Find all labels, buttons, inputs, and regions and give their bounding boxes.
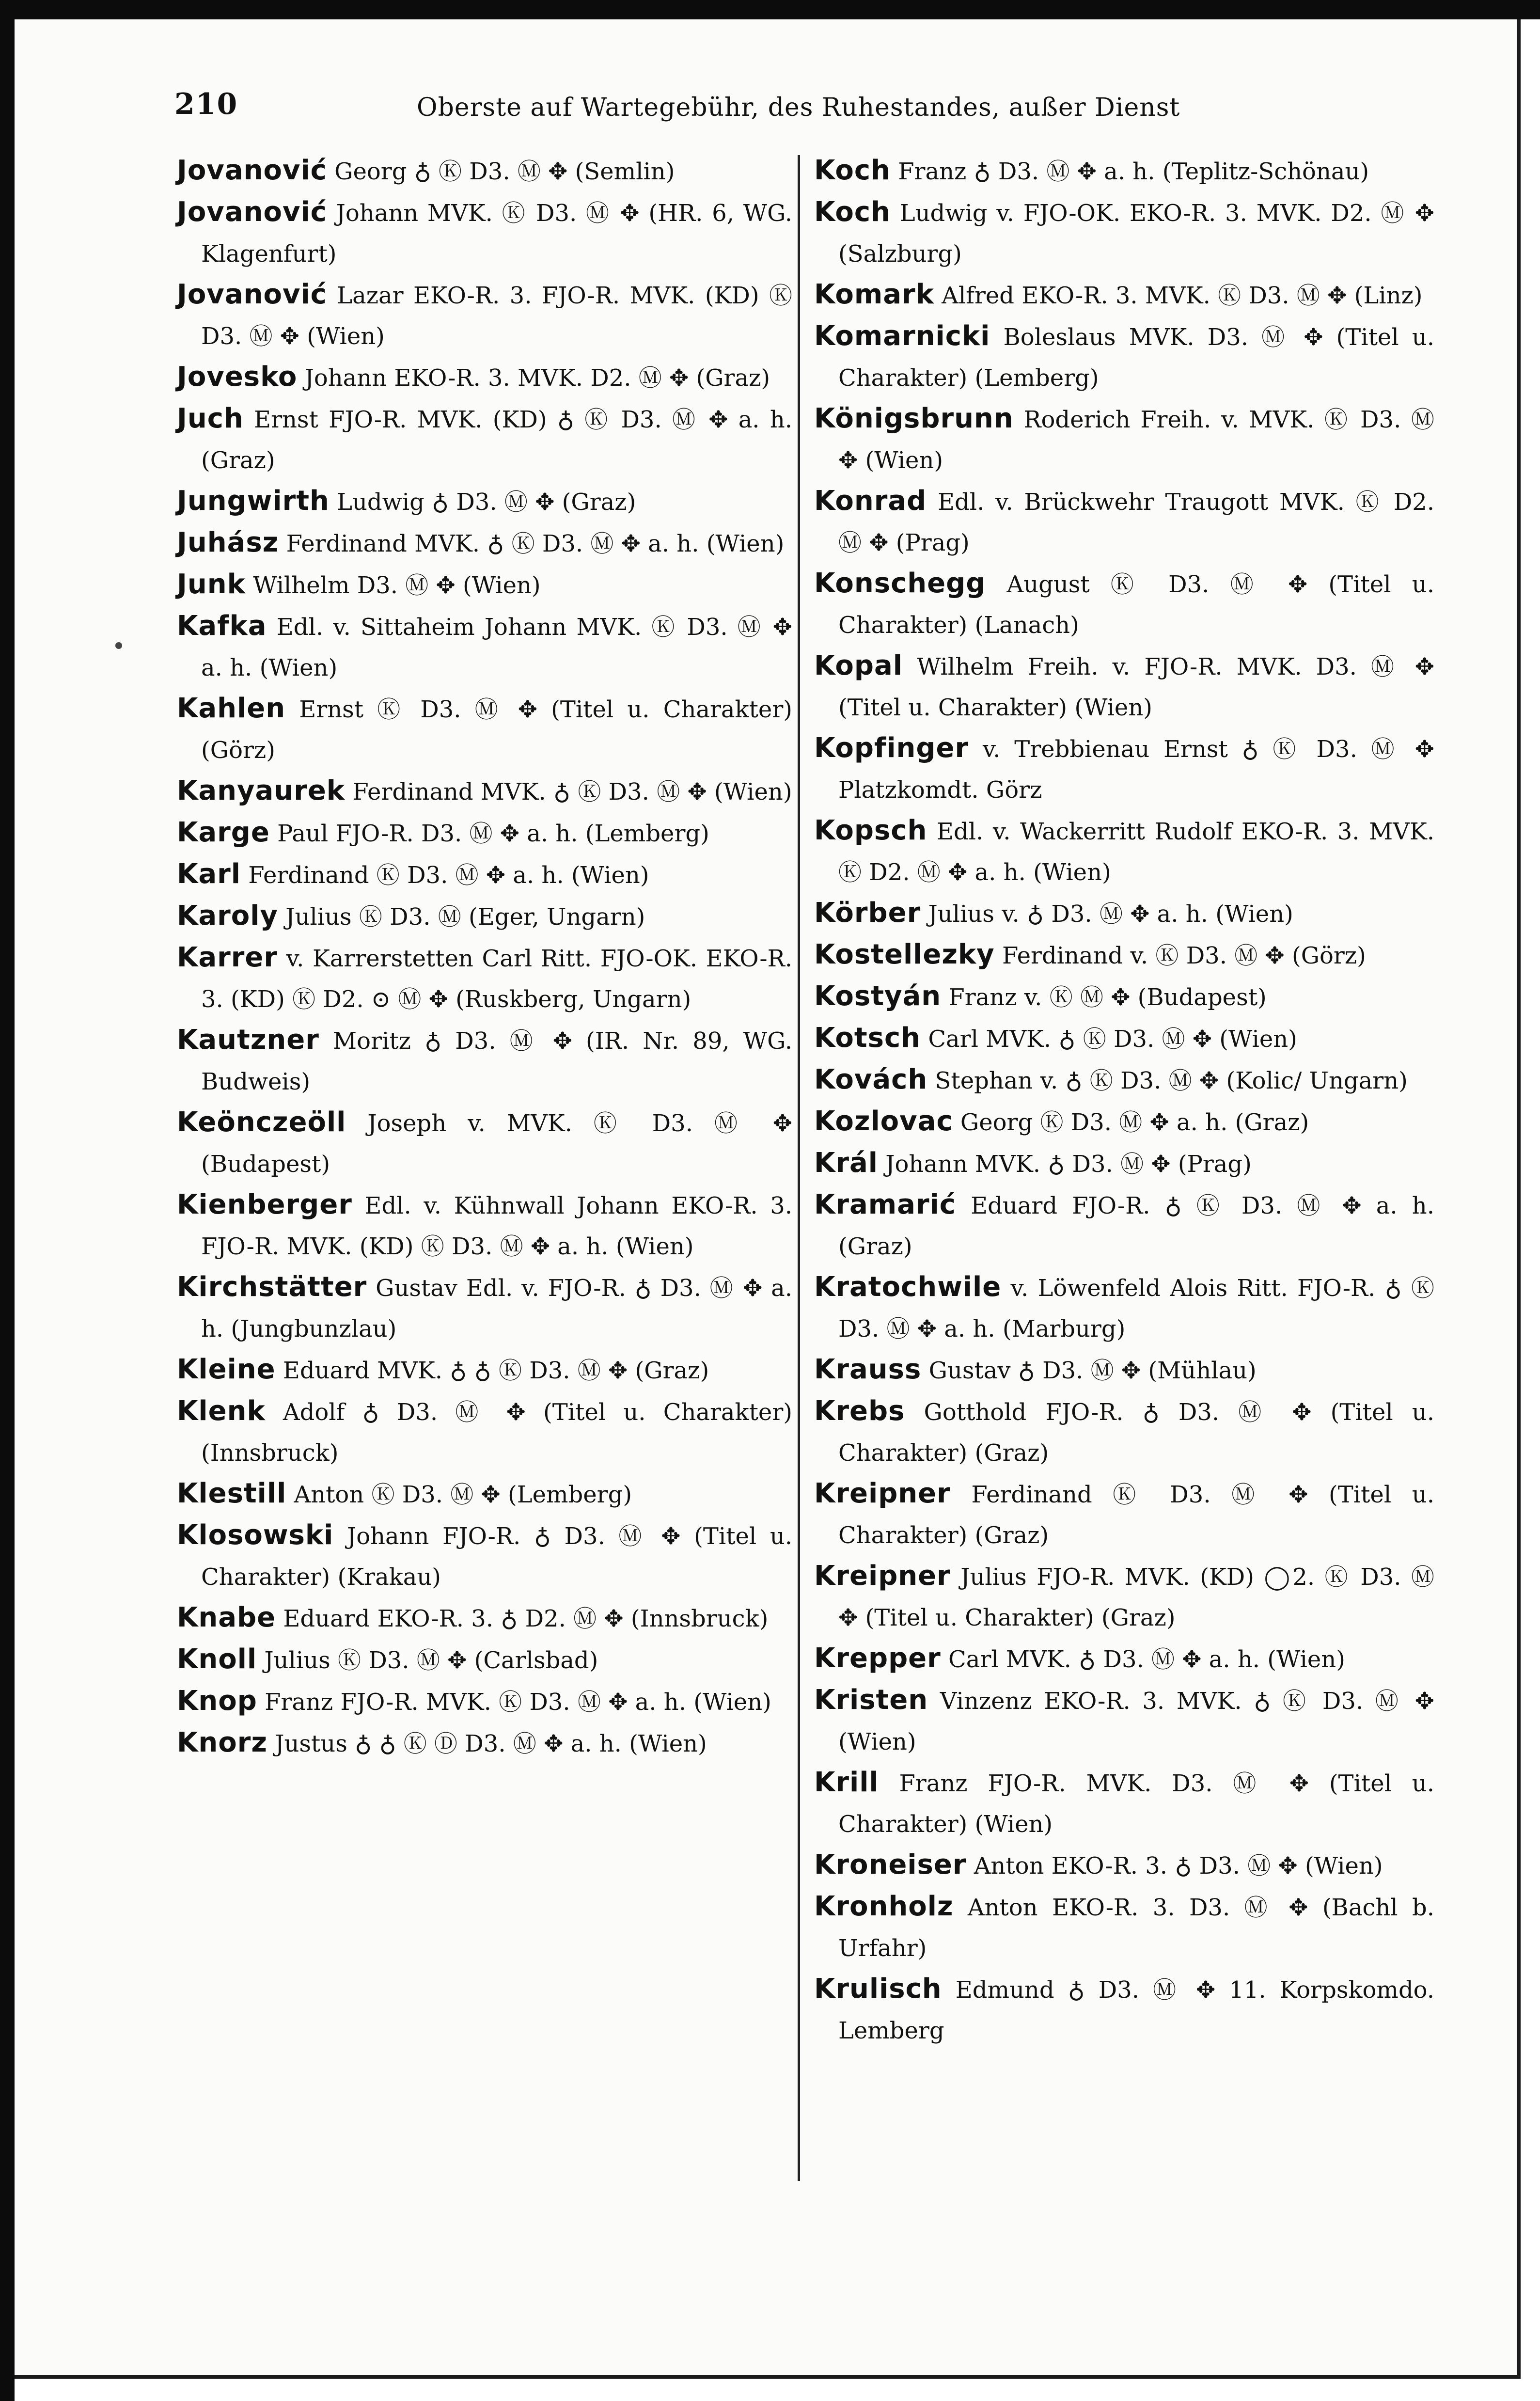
register-entry	[177, 1722, 792, 1764]
entry-surname: Koch	[814, 196, 891, 228]
entry-surname: Koch	[814, 155, 891, 186]
entry-surname: Jovanović	[177, 155, 327, 186]
entry-details: Wilhelm Freih. v. FJO-R. MVK. D3. Ⓜ ✥ (Titel u. Charakter) (Wien)	[838, 653, 1434, 721]
entry-surname: Kratochwile	[814, 1271, 1002, 1303]
register-entry	[814, 1059, 1434, 1101]
entry-details: Roderich Freih. v. MVK. Ⓚ D3. Ⓜ ✥ (Wien)	[838, 406, 1434, 474]
entry-details: Edmund ♁ D3. Ⓜ ✥ 11. Korpskomdo. Lemberg	[838, 1976, 1434, 2044]
entry-details: Franz FJO-R. MVK. D3. Ⓜ ✥ (Titel u. Charakter) (Wien)	[838, 1770, 1434, 1838]
entry-surname: Juch	[177, 403, 244, 434]
entry-details: Ferdinand v. Ⓚ D3. Ⓜ ✥ (Görz)	[1002, 942, 1366, 969]
entry-surname: Kristen	[814, 1684, 928, 1716]
entry-surname: Juhász	[177, 527, 279, 558]
entry-surname: Kreipner	[814, 1478, 951, 1509]
entry-details: Edl. v. Sittaheim Johann MVK. Ⓚ D3. Ⓜ ✥ a. h. (Wien)	[201, 614, 792, 681]
entry-details: Johann FJO-R. ♁ D3. Ⓜ ✥ (Titel u. Charakter) (Krakau)	[201, 1523, 792, 1591]
entry-details: v. Trebbienau Ernst ♁ Ⓚ D3. Ⓜ ✥ Platzkomdt. Görz	[838, 736, 1434, 804]
entry-details: Edl. v. Kühnwall Johann EKO-R. 3. FJO-R. MVK. (KD) Ⓚ D3. Ⓜ ✥ a. h. (Wien)	[201, 1192, 792, 1260]
register-entry	[814, 1845, 1434, 1886]
entry-surname: Krebs	[814, 1395, 905, 1427]
register-entry	[177, 1597, 792, 1639]
register-entry	[177, 812, 792, 854]
entry-details: Carl MVK. ♁ D3. Ⓜ ✥ a. h. (Wien)	[948, 1646, 1345, 1673]
register-entry	[814, 728, 1434, 810]
register-entry	[814, 398, 1434, 481]
entry-surname: Knop	[177, 1685, 257, 1717]
entry-details: Ferdinand MVK. ♁ Ⓚ D3. Ⓜ ✥ a. h. (Wien)	[286, 530, 785, 557]
register-entry	[814, 1185, 1434, 1267]
entry-surname: Král	[814, 1147, 878, 1179]
entry-surname: Kopsch	[814, 815, 927, 846]
entry-surname: Körber	[814, 897, 921, 929]
entry-surname: Krauss	[814, 1354, 922, 1385]
register-entry	[814, 481, 1434, 563]
entry-details: v. Karrerstetten Carl Ritt. FJO-OK. EKO-R. 3. (KD) Ⓚ D2. ⊙ Ⓜ ✥ (Ruskberg, Ungarn)	[201, 945, 792, 1013]
entry-details: Boleslaus MVK. D3. Ⓜ ✥ (Titel u. Charakter) (Lemberg)	[838, 324, 1434, 392]
register-entry	[814, 1018, 1434, 1059]
entry-surname: Jovesko	[177, 361, 298, 393]
register-entry	[814, 316, 1434, 398]
entry-surname: Kopfinger	[814, 732, 969, 764]
register-entry	[814, 1886, 1434, 1969]
scan-border-top	[0, 0, 1540, 19]
entry-surname: Kovách	[814, 1064, 928, 1095]
register-entry	[814, 976, 1434, 1018]
entry-details: Johann MVK. Ⓚ D3. Ⓜ ✥ (HR. 6, WG. Klagenfurt)	[201, 200, 792, 268]
entry-details: Carl MVK. ♁ Ⓚ D3. Ⓜ ✥ (Wien)	[928, 1026, 1297, 1053]
scan-speck	[115, 642, 122, 649]
register-entry	[177, 896, 792, 937]
entry-details: Ernst FJO-R. MVK. (KD) ♁ Ⓚ D3. Ⓜ ✥ a. h. (Graz)	[201, 406, 792, 474]
entry-surname: Kostellezky	[814, 939, 995, 970]
entry-surname: Klosowski	[177, 1519, 334, 1551]
entry-details: Eduard FJO-R. ♁ Ⓚ D3. Ⓜ ✥ a. h. (Graz)	[838, 1192, 1434, 1260]
entry-details: Gustav ♁ D3. Ⓜ ✥ (Mühlau)	[928, 1357, 1257, 1384]
column-divider	[798, 155, 800, 2181]
register-entry	[814, 1556, 1434, 1638]
register-entry	[177, 150, 792, 192]
entry-surname: Jovanović	[177, 196, 327, 228]
entry-details: Moritz ♁ D3. Ⓜ ✥ (IR. Nr. 89, WG. Budweis)	[201, 1027, 792, 1095]
entry-details: Edl. v. Brückwehr Traugott MVK. Ⓚ D2. Ⓜ ✥ (Prag)	[838, 489, 1434, 556]
register-entry	[177, 1391, 792, 1473]
entry-details: Anton Ⓚ D3. Ⓜ ✥ (Lemberg)	[294, 1481, 632, 1508]
entry-surname: Junk	[177, 569, 246, 600]
entry-details: Franz ♁ D3. Ⓜ ✥ a. h. (Teplitz-Schönau)	[898, 158, 1369, 185]
entry-surname: Krill	[814, 1767, 879, 1798]
entry-details: Franz v. Ⓚ Ⓜ ✥ (Budapest)	[948, 984, 1267, 1011]
entry-surname: Klenk	[177, 1395, 266, 1427]
register-entry	[177, 688, 792, 771]
entry-details: Georg ♁ Ⓚ D3. Ⓜ ✥ (Semlin)	[334, 158, 675, 185]
entry-surname: Kautzner	[177, 1024, 319, 1056]
entry-details: Edl. v. Wackerritt Rudolf EKO-R. 3. MVK. Ⓚ D2. Ⓜ ✥ a. h. (Wien)	[838, 818, 1435, 886]
entry-surname: Kafka	[177, 610, 267, 642]
entry-details: Ferdinand Ⓚ D3. Ⓜ ✥ (Titel u. Charakter) (Graz)	[838, 1481, 1434, 1549]
register-entry	[177, 1681, 792, 1722]
register-entry	[177, 1267, 792, 1349]
entry-details: Gotthold FJO-R. ♁ D3. Ⓜ ✥ (Titel u. Charakter) (Graz)	[838, 1399, 1434, 1467]
entry-details: Vinzenz EKO-R. 3. MVK. ♁ Ⓚ D3. Ⓜ ✥ (Wien)	[838, 1688, 1434, 1755]
entry-details: Georg Ⓚ D3. Ⓜ ✥ a. h. (Graz)	[960, 1109, 1309, 1136]
register-entry	[177, 854, 792, 896]
entry-surname: Karoly	[177, 900, 278, 932]
entry-surname: Knabe	[177, 1602, 276, 1633]
entry-surname: Karrer	[177, 942, 278, 973]
register-entry	[814, 1680, 1434, 1762]
entry-details: Ludwig v. FJO-OK. EKO-R. 3. MVK. D2. Ⓜ ✥ (Salzburg)	[838, 200, 1434, 268]
entry-details: Johann MVK. ♁ D3. Ⓜ ✥ (Prag)	[885, 1151, 1252, 1178]
register-entry	[814, 1473, 1434, 1556]
register-entry	[814, 893, 1434, 934]
entry-details: Anton EKO-R. 3. D3. Ⓜ ✥ (Bachl b. Urfahr)	[838, 1894, 1434, 1962]
entry-details: Ferdinand MVK. ♁ Ⓚ D3. Ⓜ ✥ (Wien)	[352, 778, 792, 806]
entry-surname: Kienberger	[177, 1189, 352, 1220]
entry-surname: Königsbrunn	[814, 403, 1014, 434]
entry-surname: Konschegg	[814, 568, 986, 599]
right-column	[814, 150, 1434, 2051]
register-entry	[814, 1762, 1434, 1845]
entry-surname: Komark	[814, 279, 934, 310]
register-entry	[814, 192, 1434, 274]
entry-details: Anton EKO-R. 3. ♁ D3. Ⓜ ✥ (Wien)	[974, 1852, 1383, 1880]
entry-details: Eduard MVK. ♁ ♁ Ⓚ D3. Ⓜ ✥ (Graz)	[283, 1357, 709, 1384]
register-entry	[814, 1143, 1434, 1185]
register-entry	[177, 192, 792, 274]
entry-surname: Kostyán	[814, 980, 942, 1012]
entry-surname: Kopal	[814, 650, 903, 681]
register-entry	[177, 1473, 792, 1515]
entry-details: Julius FJO-R. MVK. (KD) ◯2. Ⓚ D3. Ⓜ ✥ (Titel u. Charakter) (Graz)	[838, 1564, 1434, 1631]
entry-surname: Jovanović	[177, 279, 327, 310]
entry-surname: Jungwirth	[177, 485, 330, 517]
page-number: 210	[174, 87, 238, 121]
register-entry	[814, 1969, 1434, 2051]
register-entry	[177, 357, 792, 398]
entry-details: Lazar EKO-R. 3. FJO-R. MVK. (KD) Ⓚ D3. Ⓜ ✥ (Wien)	[201, 282, 792, 350]
register-entry	[814, 563, 1434, 646]
register-entry	[177, 522, 792, 564]
entry-surname: Karge	[177, 817, 270, 848]
register-entry	[177, 1639, 792, 1681]
entry-details: Gustav Edl. v. FJO-R. ♁ D3. Ⓜ ✥ a. h. (Jungbunzlau)	[201, 1275, 792, 1343]
entry-surname: Kreipner	[814, 1560, 951, 1592]
register-entry	[814, 1101, 1434, 1143]
entry-details: Julius Ⓚ D3. Ⓜ (Eger, Ungarn)	[285, 903, 645, 931]
register-entry	[177, 564, 792, 606]
register-entry	[177, 1349, 792, 1391]
entry-details: v. Löwenfeld Alois Ritt. FJO-R. ♁ Ⓚ D3. Ⓜ ✥ a. h. (Marburg)	[838, 1275, 1434, 1343]
register-entry	[177, 481, 792, 522]
entry-details: Justus ♁ ♁ Ⓚ Ⓓ D3. Ⓜ ✥ a. h. (Wien)	[275, 1730, 707, 1757]
entry-details: Eduard EKO-R. 3. ♁ D2. Ⓜ ✥ (Innsbruck)	[283, 1605, 769, 1632]
entry-surname: Komarnicki	[814, 320, 990, 352]
register-entry	[177, 274, 792, 357]
register-entry	[177, 606, 792, 688]
register-entry	[177, 771, 792, 812]
entry-details: Johann EKO-R. 3. MVK. D2. Ⓜ ✥ (Graz)	[304, 364, 770, 392]
entry-surname: Karl	[177, 858, 241, 890]
running-title: Oberste auf Wartegebühr, des Ruhestandes, außer Dienst	[417, 93, 1180, 122]
register-entry	[177, 1185, 792, 1267]
entry-details: Alfred EKO-R. 3. MVK. Ⓚ D3. Ⓜ ✥ (Linz)	[942, 282, 1423, 309]
register-entry	[814, 810, 1434, 893]
entry-surname: Kirchstätter	[177, 1271, 367, 1303]
entry-surname: Kronholz	[814, 1891, 954, 1922]
entry-details: Julius v. ♁ D3. Ⓜ ✥ a. h. (Wien)	[928, 900, 1293, 928]
entry-details: Franz FJO-R. MVK. Ⓚ D3. Ⓜ ✥ a. h. (Wien)	[265, 1689, 771, 1716]
entry-details: August Ⓚ D3. Ⓜ ✥ (Titel u. Charakter) (Lanach)	[838, 571, 1434, 639]
entry-details: Julius Ⓚ D3. Ⓜ ✥ (Carlsbad)	[264, 1647, 598, 1674]
entry-surname: Knoll	[177, 1643, 257, 1675]
entry-surname: Kanyaurek	[177, 775, 346, 806]
entry-surname: Konrad	[814, 485, 927, 517]
entry-details: Ludwig ♁ D3. Ⓜ ✥ (Graz)	[337, 489, 636, 516]
register-entry	[814, 1391, 1434, 1473]
left-column	[177, 150, 792, 1764]
register-entry	[177, 398, 792, 481]
entry-surname: Krepper	[814, 1643, 941, 1674]
entry-surname: Knorz	[177, 1727, 267, 1758]
register-entry	[814, 1267, 1434, 1349]
register-entry	[814, 274, 1434, 316]
entry-details: Paul FJO-R. D3. Ⓜ ✥ a. h. (Lemberg)	[277, 820, 709, 847]
entry-surname: Kleine	[177, 1354, 276, 1385]
entry-details: Joseph v. MVK. Ⓚ D3. Ⓜ ✥ (Budapest)	[201, 1110, 792, 1178]
register-entry	[814, 934, 1434, 976]
entry-surname: Kramarić	[814, 1189, 956, 1220]
entry-surname: Keönczeöll	[177, 1106, 346, 1138]
scan-border-left	[0, 0, 15, 2401]
entry-details: Ernst Ⓚ D3. Ⓜ ✥ (Titel u. Charakter) (Görz)	[201, 696, 792, 764]
entry-details: Wilhelm D3. Ⓜ ✥ (Wien)	[253, 572, 541, 599]
entry-surname: Klestill	[177, 1478, 287, 1509]
entry-details: Adolf ♁ D3. Ⓜ ✥ (Titel u. Charakter) (Innsbruck)	[201, 1399, 792, 1467]
register-entry	[177, 1515, 792, 1597]
entry-details: Ferdinand Ⓚ D3. Ⓜ ✥ a. h. (Wien)	[248, 862, 649, 889]
register-entry	[814, 646, 1434, 728]
register-entry	[814, 150, 1434, 192]
register-entry	[814, 1638, 1434, 1680]
entry-details: Stephan v. ♁ Ⓚ D3. Ⓜ ✥ (Kolic/ Ungarn)	[935, 1067, 1408, 1094]
register-entry	[177, 1020, 792, 1102]
entry-surname: Kahlen	[177, 693, 286, 724]
register-entry	[814, 1349, 1434, 1391]
entry-surname: Krulisch	[814, 1973, 942, 2005]
entry-surname: Kotsch	[814, 1022, 921, 1054]
register-entry	[177, 1102, 792, 1185]
entry-surname: Kozlovac	[814, 1106, 953, 1137]
entry-surname: Kroneiser	[814, 1849, 967, 1880]
register-entry	[177, 937, 792, 1020]
